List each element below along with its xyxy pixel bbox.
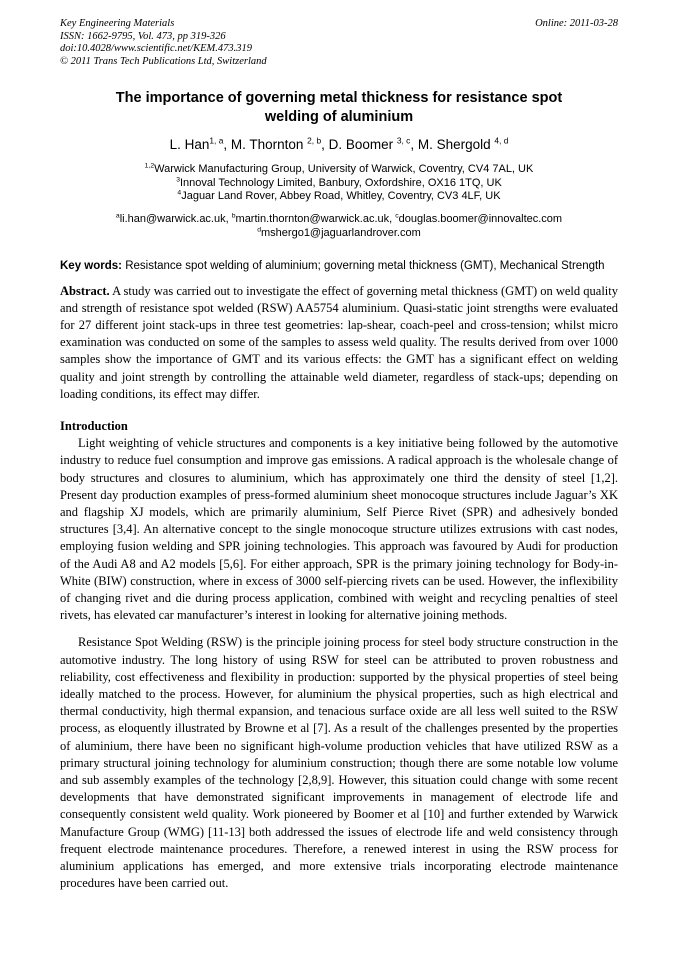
keywords-label: Key words: [60,259,122,272]
author-name: , D. Boomer [321,137,397,152]
email-address: mshergo1@jaguarlandrover.com [261,227,421,239]
email-address: li.han@warwick.ac.uk, [119,212,232,225]
email-line [60,212,618,227]
email-line [60,226,618,241]
keywords-text: Resistance spot welding of aluminium; governing metal thickness (GMT), Mechanical Strength [122,259,605,272]
journal-header [60,18,618,68]
journal-title: Key Engineering Materials [60,18,175,29]
author-name: L. Han [169,137,210,152]
affiliation-superscript: 3 [176,175,180,183]
affiliation-superscript: 4 [177,189,182,197]
affiliation-line [60,163,618,177]
paper-title: The importance of governing metal thickness for resistance spot welding of aluminium [115,90,563,125]
author-superscript: 1, a [209,135,224,146]
affiliation-superscript: 1,2 [144,162,155,170]
affiliation-line [60,177,618,191]
affiliation-text: Jaguar Land Rover, Abbey Road, Whitley, Coventry, CV3 4LF, UK [181,190,501,202]
emails-block [60,212,618,241]
introduction-paragraph-1: Light weighting of vehicle structures and components is a key initiative being followed by the automotive industry to reduce fuel consumption and improve gas emissions. A radical approach is the wholesale change of body structures and closures to aluminium, which has approximately one third the density of steel [1,2]. Present day production examples of press-formed aluminium sheet monocoque structures include Jaguar’s XK and flagship XJ models, which are primarily aluminium, Self Pierce Rivet (SPR) and adhesively bonded structures [3,4]. An alternative concept to the single monocoque structure utilizes extrusions with cast nodes, employing fusion welding and SPR joining technologies. This approach was favoured by Audi for production of the Audi A8 and A2 models [5,6]. For either approach, SPR is the primary joining technology for Body-in-White (BIW) construction, where in excess of 3000 self-piercing rivets can be used. However, the inflexibility of changing rivet and die during process application, combined with weight and recycling penalties of steel rivets, has elevated car manufacturer’s interest in looking for alternative joining methods. [60,436,618,623]
author-superscript: 4, d [494,135,509,146]
keywords-block [60,258,618,274]
email-address: douglas.boomer@innovaltec.com [398,212,563,225]
author-name: , M. Shergold [410,137,495,152]
section-heading-introduction: Introduction [60,418,128,433]
author-superscript: 3, c [396,135,411,146]
online-date: Online: 2011-03-28 [535,18,618,29]
affiliation-text: Warwick Manufacturing Group, University of Warwick, Coventry, CV4 7AL, UK [154,163,534,175]
email-superscript: c [395,211,399,219]
email-superscript: a [115,211,120,219]
abstract-label: Abstract. [60,283,110,298]
email-superscript: d [257,226,262,234]
abstract-text: A study was carried out to investigate the effect of governing metal thickness (GMT) on weld quality and strength of resistance spot welded (RSW) AA5754 aluminium. Quasi-static joint strengths were evaluated for 27 different joint stack-ups in three test geometries: lap-shear, coach-peel and cross-tension; whilst micro examination was conducted on some of the samples to assess weld quality. The results derived from over 1000 samples show the importance of GMT and its various effects: the GMT has a significant effect on welding quality and joint strength by controlling the attainable weld diameter, regardless of stack-ups; depending on loading conditions, its effect may differ. [60,283,618,401]
affiliations-block [60,163,618,204]
abstract-block [60,283,618,403]
author-name: , M. Thornton [223,137,308,152]
journal-copyright-line: © 2011 Trans Tech Publications Ltd, Switzerland [60,55,267,67]
journal-doi-line: doi:10.4028/www.scientific.net/KEM.473.319 [60,43,252,54]
email-address: martin.thornton@warwick.ac.uk, [235,212,396,225]
journal-header-left [60,18,267,68]
authors-line [60,136,618,154]
introduction-paragraph-2: Resistance Spot Welding (RSW) is the principle joining process for steel body structure construction in the automotive industry. The long history of using RSW for steel can be attributed to proven robustness and reliability, cost effectiveness and flexibility in production: supported by the physical properties of steel being ideally matched to the process. However, for aluminium the physical properties, such as high electrical and thermal conductivity, high thermal expansion, and tenacious surface oxide are all less well suited to the RSW process, as eloquently illustrated by Browne et al [7]. As a result of the challenges presented by the properties of aluminium, there have been no significant high-volume production vehicles that have utilized RSW as a primary structural joining technology for aluminium construction; though there are some notable low volume and sub assembly examples of the technology [2,8,9]. However, this situation could change with some recent developments that have demonstrated significant improvements in management of electrode life and consequently consistent weld quality. Work pioneered by Boomer et al [10] and further extended by Warwick Manufacture Group (WMG) [11-13] both addressed the issues of electrode life and weld consistency through frequent electrode maintenance procedures. Therefore, a renewed interest in using the RSW process for aluminium applications has emerged, and more extensive trials incorporating electrode maintenance procedures have been carried out. [60,635,618,891]
affiliation-line [60,190,618,204]
journal-issn-line: ISSN: 1662-9795, Vol. 473, pp 319-326 [60,30,226,42]
email-superscript: b [231,211,236,219]
affiliation-text: Innoval Technology Limited, Banbury, Oxfordshire, OX16 1TQ, UK [179,176,502,189]
author-superscript: 2, b [307,135,322,146]
